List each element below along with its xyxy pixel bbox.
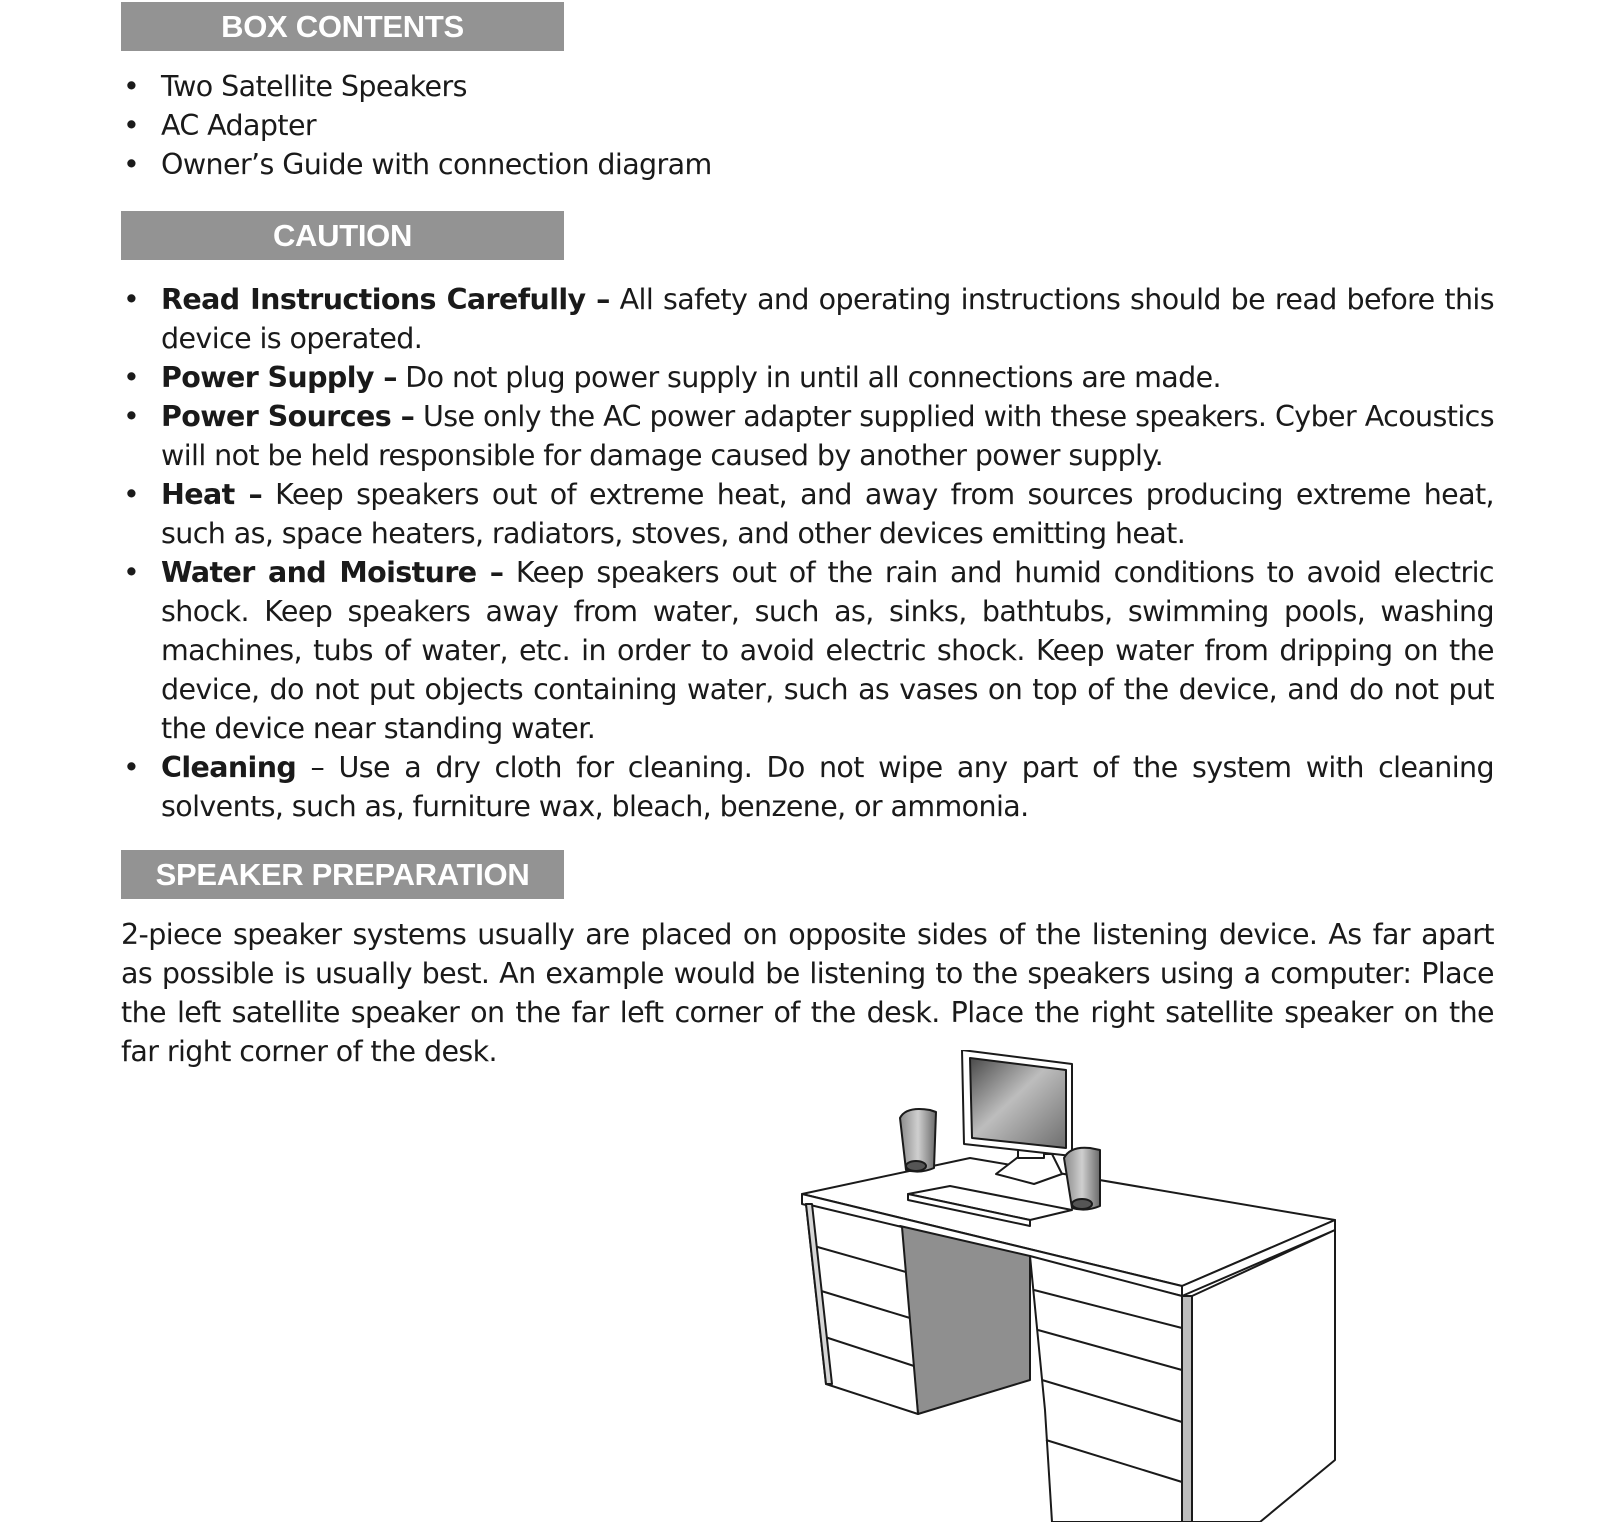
box-contents-heading: BOX CONTENTS: [121, 2, 564, 51]
caution-list: [121, 280, 1494, 826]
caution-text: – Use a dry cloth for cleaning. Do not wipe any part of the system with cleaning solvents, such as, furniture wax, bleach, benzene, or ammonia.: [161, 751, 1494, 823]
desk-speaker-illustration: [790, 1050, 1350, 1522]
caution-item-water-moisture: [121, 553, 1494, 748]
caution-term: Read Instructions Carefully –: [161, 283, 610, 316]
list-item: • Owner’s Guide with connection diagram: [121, 145, 712, 184]
caution-term: Cleaning: [161, 751, 297, 784]
caution-text: Keep speakers out of the rain and humid conditions to avoid electric shock. Keep speakers away from water, such as, sinks, bathtubs, swimming pools, washing machines, tubs of water, etc. in order to avoid electric shock. Keep water from dripping on the device, do not put objects containing water, such as vases on top of the device, and do not put the device near standing water.: [161, 556, 1494, 745]
caution-term: Power Sources –: [161, 400, 415, 433]
caution-item-power-sources: [121, 397, 1494, 475]
speaker-preparation-heading: SPEAKER PREPARATION: [121, 850, 564, 899]
caution-text: All safety and operating instructions should be read before this device is operated.: [161, 283, 1494, 355]
caution-term: Power Supply –: [161, 361, 397, 394]
caution-text: Keep speakers out of extreme heat, and away from sources producing extreme heat, such as, space heaters, radiators, stoves, and other devices emitting heat.: [161, 478, 1494, 550]
caution-text: Do not plug power supply in until all connections are made.: [396, 361, 1221, 394]
box-contents-list: [121, 67, 712, 184]
speaker-preparation-paragraph: 2-piece speaker systems usually are placed on opposite sides of the listening device. As far apart as possible is usually best. An example would be listening to the speakers using a computer: Place the left satellite speaker on the far left corner of the desk. Place the right satellite speaker on the far right corner of the desk.: [121, 918, 1494, 1068]
caution-term: Heat –: [161, 478, 263, 511]
list-item: • AC Adapter: [121, 106, 712, 145]
caution-item-power-supply: [121, 358, 1494, 397]
caution-term: Water and Moisture –: [161, 556, 504, 589]
caution-item-heat: [121, 475, 1494, 553]
caution-text: Use only the AC power adapter supplied with these speakers. Cyber Acoustics will not be held responsible for damage caused by another power supply.: [161, 400, 1494, 472]
caution-heading: CAUTION: [121, 211, 564, 260]
caution-item-read-instructions: [121, 280, 1494, 358]
caution-item-cleaning: [121, 748, 1494, 826]
list-item: • Two Satellite Speakers: [121, 67, 712, 106]
